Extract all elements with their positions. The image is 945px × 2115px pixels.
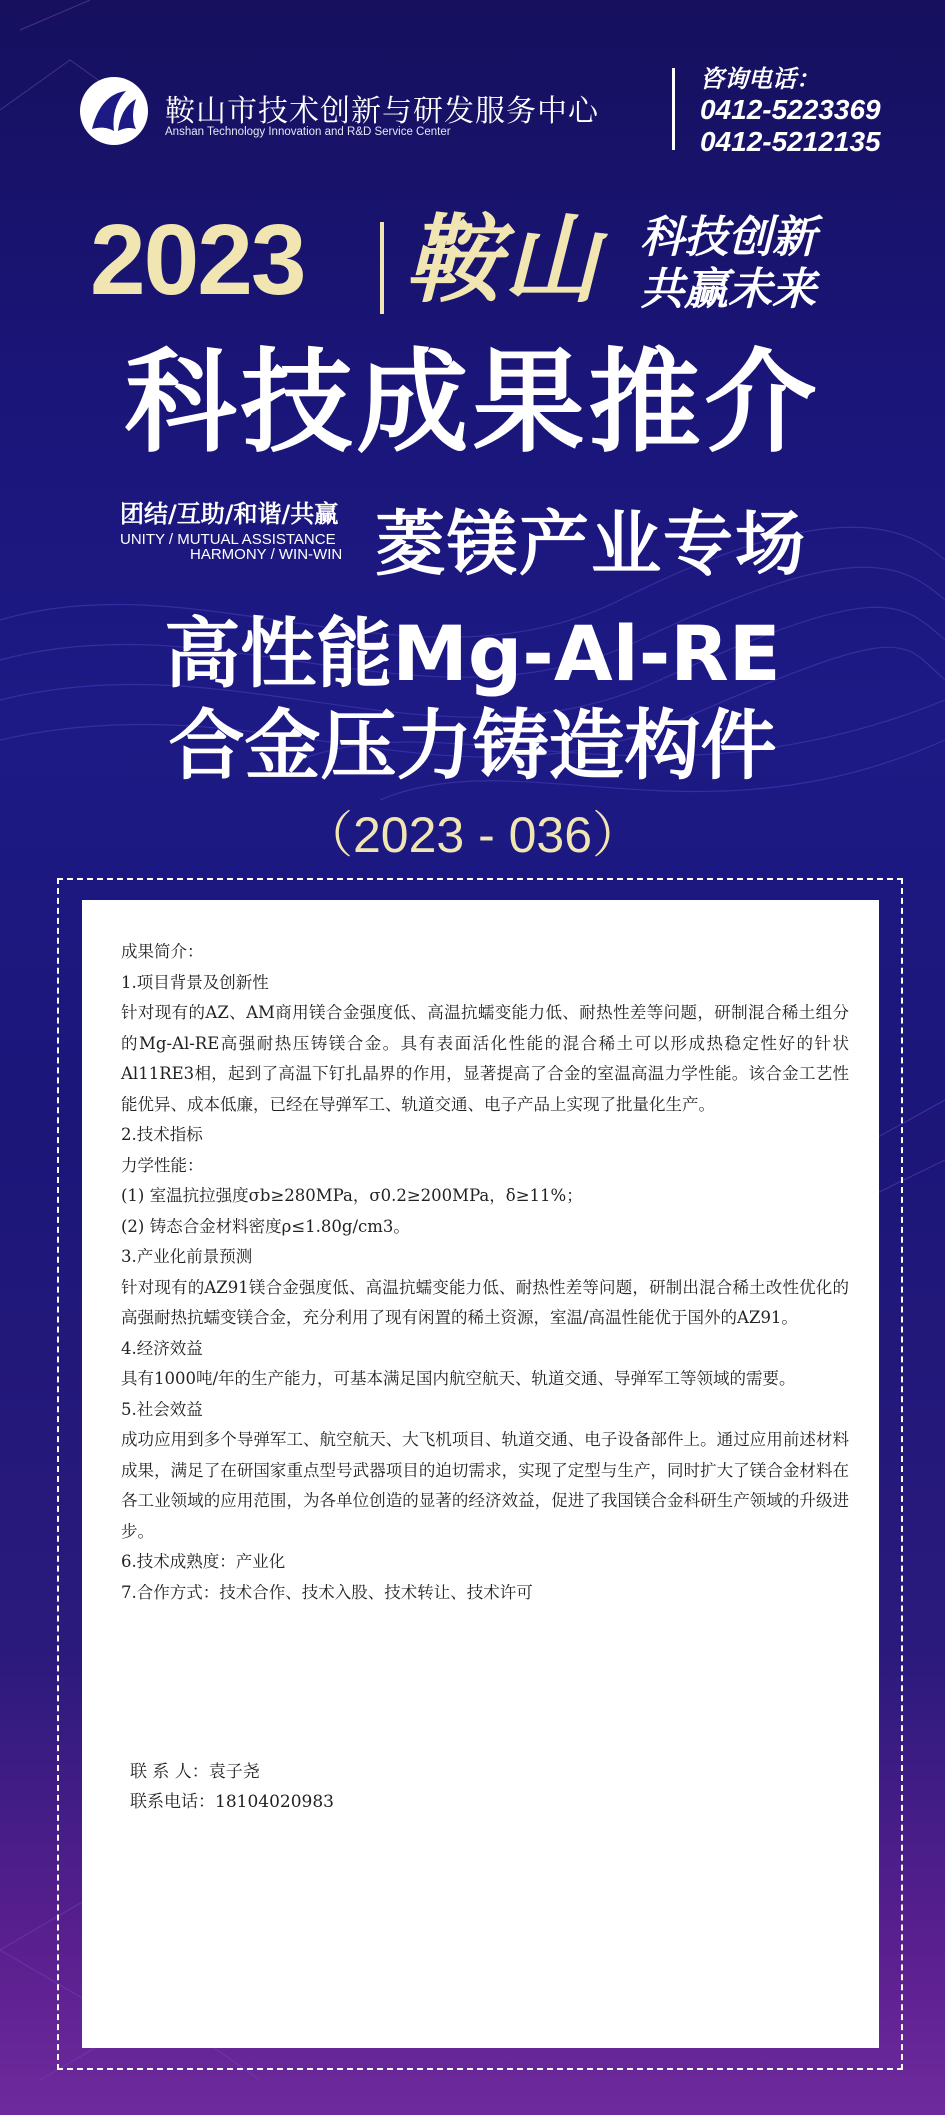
economic-text: 具有1000吨/年的生产能力，可基本满足国内航空航天、轨道交通、导弹军工等领域的需要。 (121, 1369, 796, 1388)
consult-phone-block (700, 66, 881, 158)
year-divider (380, 222, 384, 314)
indicator-1: (1) 室温抗拉强度σb≥280MPa，σ0.2≥200MPa，δ≥11%； (121, 1186, 583, 1205)
slogan (640, 212, 816, 316)
city-heading: 鞍山 (405, 204, 601, 316)
year-heading: 2023 (90, 204, 305, 316)
section-heading-economic: 4.经济效益 (121, 1338, 203, 1358)
mechanical-label: 力学性能： (121, 1155, 204, 1175)
phone-label: 咨询电话： (700, 66, 820, 93)
prospect-text: 针对现有的AZ91镁合金强度低、高温抗蠕变能力低、耐热性差等问题，研制出混合稀土改性优化的高强耐热抗蠕变镁合金，充分利用了现有闲置的稀土资源，室温/高温性能优于国外的AZ91。 (121, 1277, 849, 1327)
section-heading-background: 1.项目背景及创新性 (121, 972, 269, 992)
project-code: （2023 - 036） (302, 807, 643, 863)
indicator-2: (2) 铸态合金材料密度ρ≤1.80g/cm3。 (121, 1216, 410, 1236)
org-name-en: Anshan Technology Innovation and R&D Service Center (165, 126, 451, 138)
session-title: 菱镁产业专场 (375, 503, 807, 585)
project-title (0, 608, 945, 792)
project-title-line-1: 高性能Mg-Al-RE (164, 609, 781, 698)
phone-number-1: 0412-5223369 (700, 94, 881, 125)
section-intro: 成果简介： (121, 942, 204, 961)
cooperation-line: 7.合作方式：技术合作、技术入股、技术转让、技术许可 (121, 1582, 533, 1602)
phone-number-2: 0412-5212135 (700, 126, 881, 157)
achievement-description (121, 937, 849, 1608)
slogan-line-1: 科技创新 (640, 212, 816, 263)
contact-phone: 联系电话：18104020983 (130, 1792, 334, 1812)
social-text: 成功应用到多个导弹军工、航空航天、大飞机项目、轨道交通、电子设备部件上。通过应用前述材料成果，满足了在研国家重点型号武器项目的迫切需求，实现了定型与生产，同时扩大了镁合金材料在各工业领域的应用范围，为各单位创造的显著的经济效益，促进了我国镁合金科研生产领域的升级进步。 (121, 1430, 849, 1541)
section-heading-social: 5.社会效益 (121, 1399, 203, 1419)
maturity-line: 6.技术成熟度：产业化 (121, 1552, 286, 1571)
tagline-en-line-1: UNITY / MUTUAL ASSISTANCE (120, 531, 336, 548)
org-logo (78, 75, 150, 147)
section-heading-prospect: 3.产业化前景预测 (121, 1247, 253, 1266)
contact-person: 联 系 人：袁子尧 (130, 1762, 260, 1782)
header-divider (672, 68, 675, 150)
tagline-en-line-2: HARMONY / WIN-WIN (190, 546, 343, 563)
slogan-line-2: 共赢未来 (640, 264, 816, 315)
project-title-line-2: 合金压力铸造构件 (168, 701, 777, 790)
background-text: 针对现有的AZ、AM商用镁合金强度低、高温抗蠕变能力低、耐热性差等问题，研制混合稀土组分的Mg-Al-RE高强耐热压铸镁合金。具有表面活化性能的混合稀土可以形成热稳定性好的针状Al11RE3相，起到了高温下钉扎晶界的作用，显著提高了合金的室温高温力学性能。该合金工艺性能优异、成本低廉，已经在导弹军工、轨道交通、电子产品上实现了批量化生产。 (121, 1003, 849, 1114)
main-title: 科技成果推介 (124, 338, 821, 468)
tagline-cn: 团结/互助/和谐/共赢 (120, 500, 339, 528)
section-heading-indicators: 2.技术指标 (121, 1125, 203, 1144)
contact-info (130, 1757, 334, 1817)
org-name-cn: 鞍山市技术创新与研发服务中心 (165, 94, 599, 129)
